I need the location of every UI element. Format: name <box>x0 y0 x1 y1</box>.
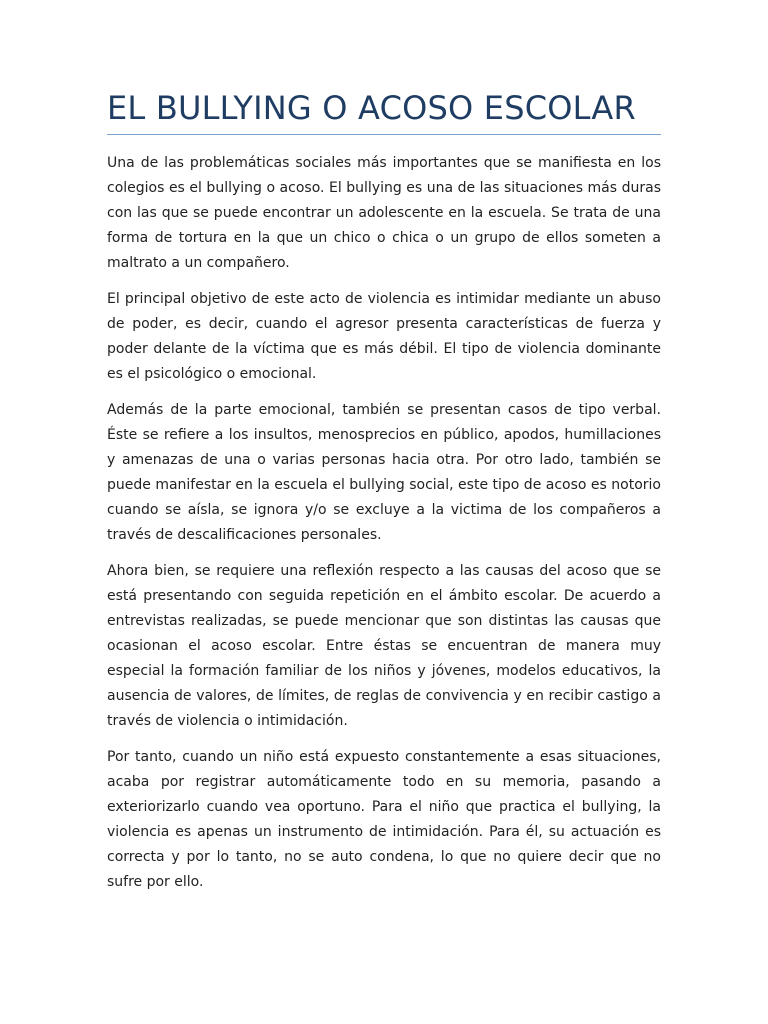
title-underline-rule <box>107 134 661 135</box>
paragraph-1: Una de las problemáticas sociales más importantes que se manifiesta en los colegios es el bullying o acoso. El bullying es una de las situaciones más duras con las que se puede encontrar un adolescente en la escuela. Se trata de una forma de tortura en la que un chico o chica o un grupo de ellos someten a maltrato a un compañero. <box>107 155 661 271</box>
paragraph-4: Ahora bien, se requiere una reflexión respecto a las causas del acoso que se está presentando con seguida repetición en el ámbito escolar. De acuerdo a entrevistas realizadas, se puede mencionar que son distintas las causas que ocasionan el acoso escolar. Entre éstas se encuentran de manera muy especial la formación familiar de los niños y jóvenes, modelos educativos, la ausencia de valores, de límites, de reglas de convivencia y en recibir castigo a través de violencia o intimidación. <box>107 563 661 729</box>
paragraph-5: Por tanto, cuando un niño está expuesto constantemente a esas situaciones, acaba por registrar automáticamente todo en su memoria, pasando a exteriorizarlo cuando vea oportuno. Para el niño que practica el bullying, la violencia es apenas un instrumento de intimidación. Para él, su actuación es correcta y por lo tanto, no se auto condena, lo que no quiere decir que no sufre por ello. <box>107 749 661 890</box>
paragraph-3: Además de la parte emocional, también se presentan casos de tipo verbal. Éste se refiere a los insultos, menosprecios en público, apodos, humillaciones y amenazas de una o varias personas hacia otra. Por otro lado, también se puede manifestar en la escuela el bullying social, este tipo de acoso es notorio cuando se aísla, se ignora y/o se excluye a la victima de los compañeros a través de descalificaciones personales. <box>107 402 661 543</box>
document-title: EL BULLYING O ACOSO ESCOLAR <box>107 89 636 127</box>
paragraph-2: El principal objetivo de este acto de violencia es intimidar mediante un abuso de poder, es decir, cuando el agresor presenta características de fuerza y poder delante de la víctima que es más débil. El tipo de violencia dominante es el psicológico o emocional. <box>107 291 661 382</box>
